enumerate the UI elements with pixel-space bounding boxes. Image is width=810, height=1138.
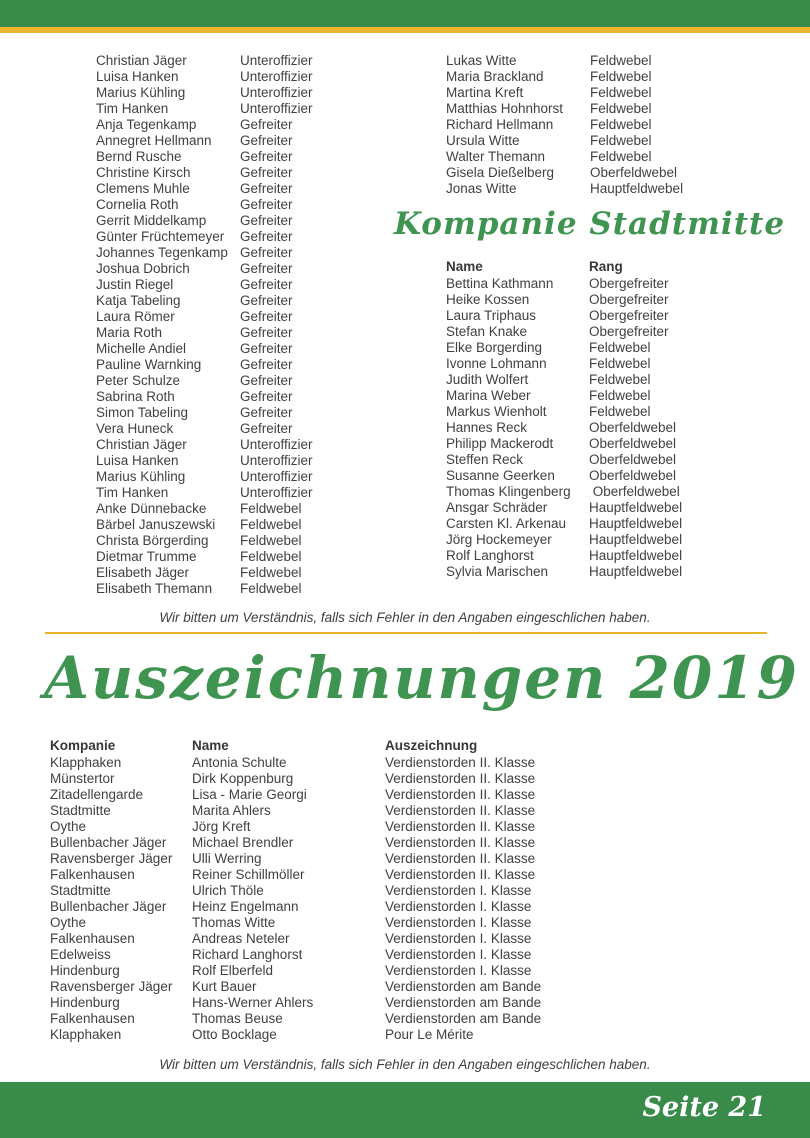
member-name: Elisabeth Themann xyxy=(96,581,213,596)
promotion-row xyxy=(96,117,313,133)
promotion-row xyxy=(96,469,313,485)
member-rank: Feldwebel xyxy=(590,101,652,116)
promotion-row xyxy=(96,357,313,373)
award-name: Ulli Werring xyxy=(192,851,262,866)
member-name: Anja Tegenkamp xyxy=(96,117,197,132)
stadtmitte-row xyxy=(446,468,682,484)
member-rank: Oberfeldwebel xyxy=(589,452,677,467)
member-name: Judith Wolfert xyxy=(446,372,529,387)
promotion-row xyxy=(96,69,313,85)
promotion-row xyxy=(96,181,313,197)
promotion-row xyxy=(96,389,313,405)
member-rank: Gefreiter xyxy=(240,213,293,228)
award-name: Michael Brendler xyxy=(192,835,294,850)
member-rank: Obergefreiter xyxy=(589,276,669,291)
member-name: Stefan Knake xyxy=(446,324,528,339)
member-rank: Gefreiter xyxy=(240,181,293,196)
member-rank: Gefreiter xyxy=(240,341,293,356)
member-rank: Unteroffizier xyxy=(240,437,313,452)
promotion-row xyxy=(96,53,313,69)
member-name: Richard Hellmann xyxy=(446,117,554,132)
award-kompanie: Ravensberger Jäger xyxy=(50,979,173,994)
disclaimer-note-top: Wir bitten um Verständnis, falls sich Fehler in den Angaben eingeschlichen haben. xyxy=(159,610,651,625)
promotion-row xyxy=(96,245,313,261)
award-row xyxy=(50,963,541,979)
member-name: Cornelia Roth xyxy=(96,197,179,212)
member-rank: Hauptfeldwebel xyxy=(589,548,683,563)
member-rank: Gefreiter xyxy=(240,421,293,436)
award-kompanie: Münstertor xyxy=(50,771,115,786)
member-rank: Gefreiter xyxy=(240,149,293,164)
member-rank: Feldwebel xyxy=(240,533,302,548)
award-title: Verdienstorden II. Klasse xyxy=(385,819,536,834)
award-name: Dirk Koppenburg xyxy=(192,771,294,786)
member-name: Maria Roth xyxy=(96,325,163,340)
stadtmitte-row xyxy=(446,340,682,356)
member-name: Ursula Witte xyxy=(446,133,520,148)
stadtmitte-row xyxy=(446,436,682,452)
promotion-row xyxy=(96,165,313,181)
award-kompanie: Klapphaken xyxy=(50,1027,122,1042)
award-kompanie: Ravensberger Jäger xyxy=(50,851,173,866)
member-rank: Feldwebel xyxy=(590,149,652,164)
award-row xyxy=(50,1027,541,1043)
column-header-name: Name xyxy=(446,259,483,274)
member-rank: Unteroffizier xyxy=(240,101,313,116)
member-name: Christian Jäger xyxy=(96,437,187,452)
award-row xyxy=(50,835,541,851)
member-rank: Oberfeldwebel xyxy=(590,165,678,180)
award-name: Ulrich Thöle xyxy=(192,883,264,898)
member-rank: Feldwebel xyxy=(590,53,652,68)
member-name: Heike Kossen xyxy=(446,292,530,307)
member-name: Christian Jäger xyxy=(96,53,187,68)
member-name: Bärbel Januszewski xyxy=(96,517,216,532)
member-name: Vera Huneck xyxy=(96,421,174,436)
award-title: Verdienstorden am Bande xyxy=(385,979,542,994)
stadtmitte-row xyxy=(446,500,682,516)
member-rank: Feldwebel xyxy=(589,372,651,387)
member-name: Jörg Hockemeyer xyxy=(446,532,552,547)
section-title-stadtmitte: Kompanie Stadtmitte xyxy=(394,206,786,242)
member-rank: Unteroffizier xyxy=(240,69,313,84)
member-rank: Unteroffizier xyxy=(240,53,313,68)
member-name: Markus Wienholt xyxy=(446,404,547,419)
member-name: Lukas Witte xyxy=(446,53,517,68)
promotion-row xyxy=(446,101,683,117)
column-header-auszeichnung: Auszeichnung xyxy=(385,738,478,753)
promotions-list-right xyxy=(446,53,683,197)
member-name: Joshua Dobrich xyxy=(96,261,190,276)
award-name: Otto Bocklage xyxy=(192,1027,277,1042)
member-name: Simon Tabeling xyxy=(96,405,189,420)
promotion-row xyxy=(96,309,313,325)
award-row xyxy=(50,995,541,1011)
stadtmitte-row xyxy=(446,532,682,548)
member-rank: Feldwebel xyxy=(590,85,652,100)
member-name: Johannes Tegenkamp xyxy=(96,245,228,260)
member-name: Matthias Hohnhorst xyxy=(446,101,564,116)
award-kompanie: Hindenburg xyxy=(50,995,120,1010)
award-row xyxy=(50,899,541,915)
member-name: Philipp Mackerodt xyxy=(446,436,554,451)
member-rank: Oberfeldwebel xyxy=(589,420,677,435)
promotion-row xyxy=(96,85,313,101)
promotion-row xyxy=(96,341,313,357)
member-name: Luisa Hanken xyxy=(96,453,179,468)
promotion-row xyxy=(96,533,313,549)
member-rank: Feldwebel xyxy=(590,69,652,84)
award-name: Richard Langhorst xyxy=(192,947,303,962)
member-rank: Gefreiter xyxy=(240,261,293,276)
member-name: Susanne Geerken xyxy=(446,468,555,483)
member-rank: Gefreiter xyxy=(240,133,293,148)
stadtmitte-row xyxy=(446,324,682,340)
award-row xyxy=(50,979,541,995)
award-title: Verdienstorden am Bande xyxy=(385,995,542,1010)
stadtmitte-row xyxy=(446,564,682,580)
award-name: Kurt Bauer xyxy=(192,979,257,994)
member-rank: Oberfeldwebel xyxy=(589,468,677,483)
promotion-row xyxy=(96,517,313,533)
member-name: Laura Römer xyxy=(96,309,175,324)
stadtmitte-row xyxy=(446,292,682,308)
award-kompanie: Stadtmitte xyxy=(50,803,111,818)
member-name: Clemens Muhle xyxy=(96,181,190,196)
member-name: Sylvia Marischen xyxy=(446,564,549,579)
stadtmitte-row xyxy=(446,484,682,500)
award-kompanie: Klapphaken xyxy=(50,755,122,770)
awards-table xyxy=(50,755,541,1043)
member-name: Thomas Klingenberg xyxy=(446,484,571,499)
award-row xyxy=(50,803,541,819)
member-name: Elke Borgerding xyxy=(446,340,543,355)
member-name: Justin Riegel xyxy=(96,277,174,292)
award-kompanie: Stadtmitte xyxy=(50,883,111,898)
award-title: Verdienstorden I. Klasse xyxy=(385,931,532,946)
member-name: Rolf Langhorst xyxy=(446,548,534,563)
award-name: Antonia Schulte xyxy=(192,755,287,770)
gold-divider-line xyxy=(45,632,767,634)
member-name: Laura Triphaus xyxy=(446,308,537,323)
stadtmitte-row xyxy=(446,356,682,372)
promotion-row xyxy=(96,501,313,517)
promotion-row xyxy=(96,277,313,293)
award-title: Verdienstorden II. Klasse xyxy=(385,851,536,866)
award-name: Rolf Elberfeld xyxy=(192,963,274,978)
member-rank: Gefreiter xyxy=(240,197,293,212)
member-name: Anke Dünnebacke xyxy=(96,501,207,516)
promotion-row xyxy=(96,373,313,389)
member-rank: Gefreiter xyxy=(240,293,293,308)
promotion-row xyxy=(96,421,313,437)
promotion-row xyxy=(96,229,313,245)
member-name: Christa Börgerding xyxy=(96,533,209,548)
column-header-kompanie: Kompanie xyxy=(50,738,116,753)
member-rank: Obergefreiter xyxy=(589,324,669,339)
member-name: Tim Hanken xyxy=(96,101,169,116)
award-kompanie: Falkenhausen xyxy=(50,1011,135,1026)
promotion-row xyxy=(96,213,313,229)
award-row xyxy=(50,787,541,803)
member-name: Hannes Reck xyxy=(446,420,528,435)
stadtmitte-row xyxy=(446,548,682,564)
promotion-row xyxy=(96,437,313,453)
award-title: Verdienstorden I. Klasse xyxy=(385,963,532,978)
member-rank: Hauptfeldwebel xyxy=(590,181,684,196)
member-name: Martina Kreft xyxy=(446,85,524,100)
award-kompanie: Bullenbacher Jäger xyxy=(50,835,167,850)
award-title: Verdienstorden II. Klasse xyxy=(385,771,536,786)
promotion-row xyxy=(446,133,683,149)
promotion-row xyxy=(446,181,683,197)
member-name: Gerrit Middelkamp xyxy=(96,213,207,228)
member-name: Marius Kühling xyxy=(96,469,186,484)
award-kompanie: Falkenhausen xyxy=(50,931,135,946)
promotion-row xyxy=(96,261,313,277)
member-name: Michelle Andiel xyxy=(96,341,187,356)
member-name: Maria Brackland xyxy=(446,69,544,84)
member-name: Ivonne Lohmann xyxy=(446,356,547,371)
member-name: Katja Tabeling xyxy=(96,293,181,308)
member-rank: Feldwebel xyxy=(240,581,302,596)
promotion-row xyxy=(96,565,313,581)
promotion-row xyxy=(96,133,313,149)
section-title-awards: Auszeichnungen 2019 xyxy=(44,644,799,712)
promotion-row xyxy=(446,117,683,133)
member-rank: Feldwebel xyxy=(240,501,302,516)
award-row xyxy=(50,819,541,835)
member-rank: Gefreiter xyxy=(240,373,293,388)
member-rank: Feldwebel xyxy=(590,117,652,132)
award-name: Andreas Neteler xyxy=(192,931,290,946)
member-rank: Hauptfeldwebel xyxy=(589,500,683,515)
award-row xyxy=(50,867,541,883)
award-row xyxy=(50,883,541,899)
member-name: Carsten Kl. Arkenau xyxy=(446,516,567,531)
member-name: Luisa Hanken xyxy=(96,69,179,84)
member-name: Bernd Rusche xyxy=(96,149,182,164)
member-rank: Obergefreiter xyxy=(589,292,669,307)
award-name: Thomas Witte xyxy=(192,915,276,930)
award-title: Verdienstorden I. Klasse xyxy=(385,899,532,914)
member-rank: Unteroffizier xyxy=(240,453,313,468)
promotion-row xyxy=(446,69,683,85)
award-name: Reiner Schillmöller xyxy=(192,867,305,882)
member-name: Jonas Witte xyxy=(446,181,517,196)
award-kompanie: Zitadellengarde xyxy=(50,787,144,802)
member-name: Peter Schulze xyxy=(96,373,181,388)
stadtmitte-row xyxy=(446,404,682,420)
stadtmitte-rank-list xyxy=(446,276,682,580)
member-name: Bettina Kathmann xyxy=(446,276,554,291)
member-rank: Gefreiter xyxy=(240,117,293,132)
member-rank: Feldwebel xyxy=(589,340,651,355)
member-name: Steffen Reck xyxy=(446,452,524,467)
footer-bar xyxy=(0,1082,810,1138)
member-name: Christine Kirsch xyxy=(96,165,191,180)
award-title: Verdienstorden I. Klasse xyxy=(385,883,532,898)
column-header-name: Name xyxy=(192,738,229,753)
award-row xyxy=(50,755,541,771)
promotion-row xyxy=(96,293,313,309)
member-rank: Hauptfeldwebel xyxy=(589,532,683,547)
promotion-row xyxy=(446,85,683,101)
promotions-list-left xyxy=(96,53,313,597)
award-kompanie: Oythe xyxy=(50,915,87,930)
stadtmitte-row xyxy=(446,516,682,532)
member-name: Günter Früchtemeyer xyxy=(96,229,225,244)
promotion-row xyxy=(446,149,683,165)
award-title: Verdienstorden am Bande xyxy=(385,1011,542,1026)
promotion-row xyxy=(96,101,313,117)
promotion-row xyxy=(96,453,313,469)
award-title: Verdienstorden II. Klasse xyxy=(385,835,536,850)
award-title: Pour Le Mérite xyxy=(385,1027,474,1042)
award-title: Verdienstorden II. Klasse xyxy=(385,755,536,770)
member-rank: Feldwebel xyxy=(589,404,651,419)
member-name: Annegret Hellmann xyxy=(96,133,212,148)
promotion-row xyxy=(96,405,313,421)
member-rank: Unteroffizier xyxy=(240,485,313,500)
disclaimer-note-bottom: Wir bitten um Verständnis, falls sich Fehler in den Angaben eingeschlichen haben. xyxy=(159,1057,651,1072)
member-rank: Feldwebel xyxy=(240,565,302,580)
member-name: Sabrina Roth xyxy=(96,389,175,404)
promotion-row xyxy=(96,485,313,501)
award-title: Verdienstorden I. Klasse xyxy=(385,947,532,962)
member-rank: Unteroffizier xyxy=(240,85,313,100)
award-kompanie: Hindenburg xyxy=(50,963,120,978)
award-name: Thomas Beuse xyxy=(192,1011,283,1026)
member-name: Elisabeth Jäger xyxy=(96,565,190,580)
promotion-row xyxy=(96,197,313,213)
stadtmitte-row xyxy=(446,308,682,324)
award-row xyxy=(50,931,541,947)
member-name: Walter Themann xyxy=(446,149,546,164)
member-name: Marius Kühling xyxy=(96,85,186,100)
stadtmitte-row xyxy=(446,372,682,388)
column-header-rank: Rang xyxy=(589,259,623,274)
member-rank: Obergefreiter xyxy=(589,308,669,323)
member-name: Ansgar Schräder xyxy=(446,500,548,515)
top-gold-line xyxy=(0,27,810,33)
award-name: Lisa - Marie Georgi xyxy=(192,787,307,802)
award-title: Verdienstorden II. Klasse xyxy=(385,867,536,882)
member-rank: Gefreiter xyxy=(240,389,293,404)
promotion-row xyxy=(96,549,313,565)
award-row xyxy=(50,771,541,787)
member-rank: Feldwebel xyxy=(240,549,302,564)
stadtmitte-row xyxy=(446,452,682,468)
stadtmitte-table-header xyxy=(446,259,623,275)
award-row xyxy=(50,851,541,867)
member-rank: Gefreiter xyxy=(240,229,293,244)
promotion-row xyxy=(446,53,683,69)
member-rank: Hauptfeldwebel xyxy=(589,516,683,531)
award-title: Verdienstorden II. Klasse xyxy=(385,803,536,818)
award-title: Verdienstorden I. Klasse xyxy=(385,915,532,930)
member-name: Tim Hanken xyxy=(96,485,169,500)
award-name: Marita Ahlers xyxy=(192,803,271,818)
member-rank: Unteroffizier xyxy=(240,469,313,484)
promotion-row xyxy=(96,149,313,165)
member-name: Gisela Dießelberg xyxy=(446,165,555,180)
award-name: Hans-Werner Ahlers xyxy=(192,995,314,1010)
promotion-row xyxy=(96,581,313,597)
promotion-row xyxy=(446,165,683,181)
member-rank: Oberfeldwebel xyxy=(589,436,677,451)
award-kompanie: Edelweiss xyxy=(50,947,111,962)
member-rank: Gefreiter xyxy=(240,405,293,420)
member-rank: Feldwebel xyxy=(589,356,651,371)
award-kompanie: Bullenbacher Jäger xyxy=(50,899,167,914)
member-rank: Feldwebel xyxy=(240,517,302,532)
award-name: Jörg Kreft xyxy=(192,819,251,834)
award-row xyxy=(50,1011,541,1027)
member-rank: Gefreiter xyxy=(240,325,293,340)
top-green-bar xyxy=(0,0,810,27)
member-rank: Oberfeldwebel xyxy=(589,484,680,499)
awards-table-header xyxy=(50,738,477,754)
member-rank: Gefreiter xyxy=(240,309,293,324)
award-row xyxy=(50,947,541,963)
award-kompanie: Falkenhausen xyxy=(50,867,135,882)
member-rank: Feldwebel xyxy=(589,388,651,403)
member-rank: Gefreiter xyxy=(240,165,293,180)
member-rank: Hauptfeldwebel xyxy=(589,564,683,579)
award-name: Heinz Engelmann xyxy=(192,899,299,914)
member-rank: Feldwebel xyxy=(590,133,652,148)
stadtmitte-row xyxy=(446,276,682,292)
award-title: Verdienstorden II. Klasse xyxy=(385,787,536,802)
page-number-label: Seite 21 xyxy=(642,1092,766,1123)
member-name: Marina Weber xyxy=(446,388,531,403)
award-row xyxy=(50,915,541,931)
member-rank: Gefreiter xyxy=(240,277,293,292)
promotion-row xyxy=(96,325,313,341)
member-rank: Gefreiter xyxy=(240,245,293,260)
award-kompanie: Oythe xyxy=(50,819,87,834)
member-name: Dietmar Trumme xyxy=(96,549,197,564)
stadtmitte-row xyxy=(446,420,682,436)
stadtmitte-row xyxy=(446,388,682,404)
member-name: Pauline Warnking xyxy=(96,357,202,372)
member-rank: Gefreiter xyxy=(240,357,293,372)
